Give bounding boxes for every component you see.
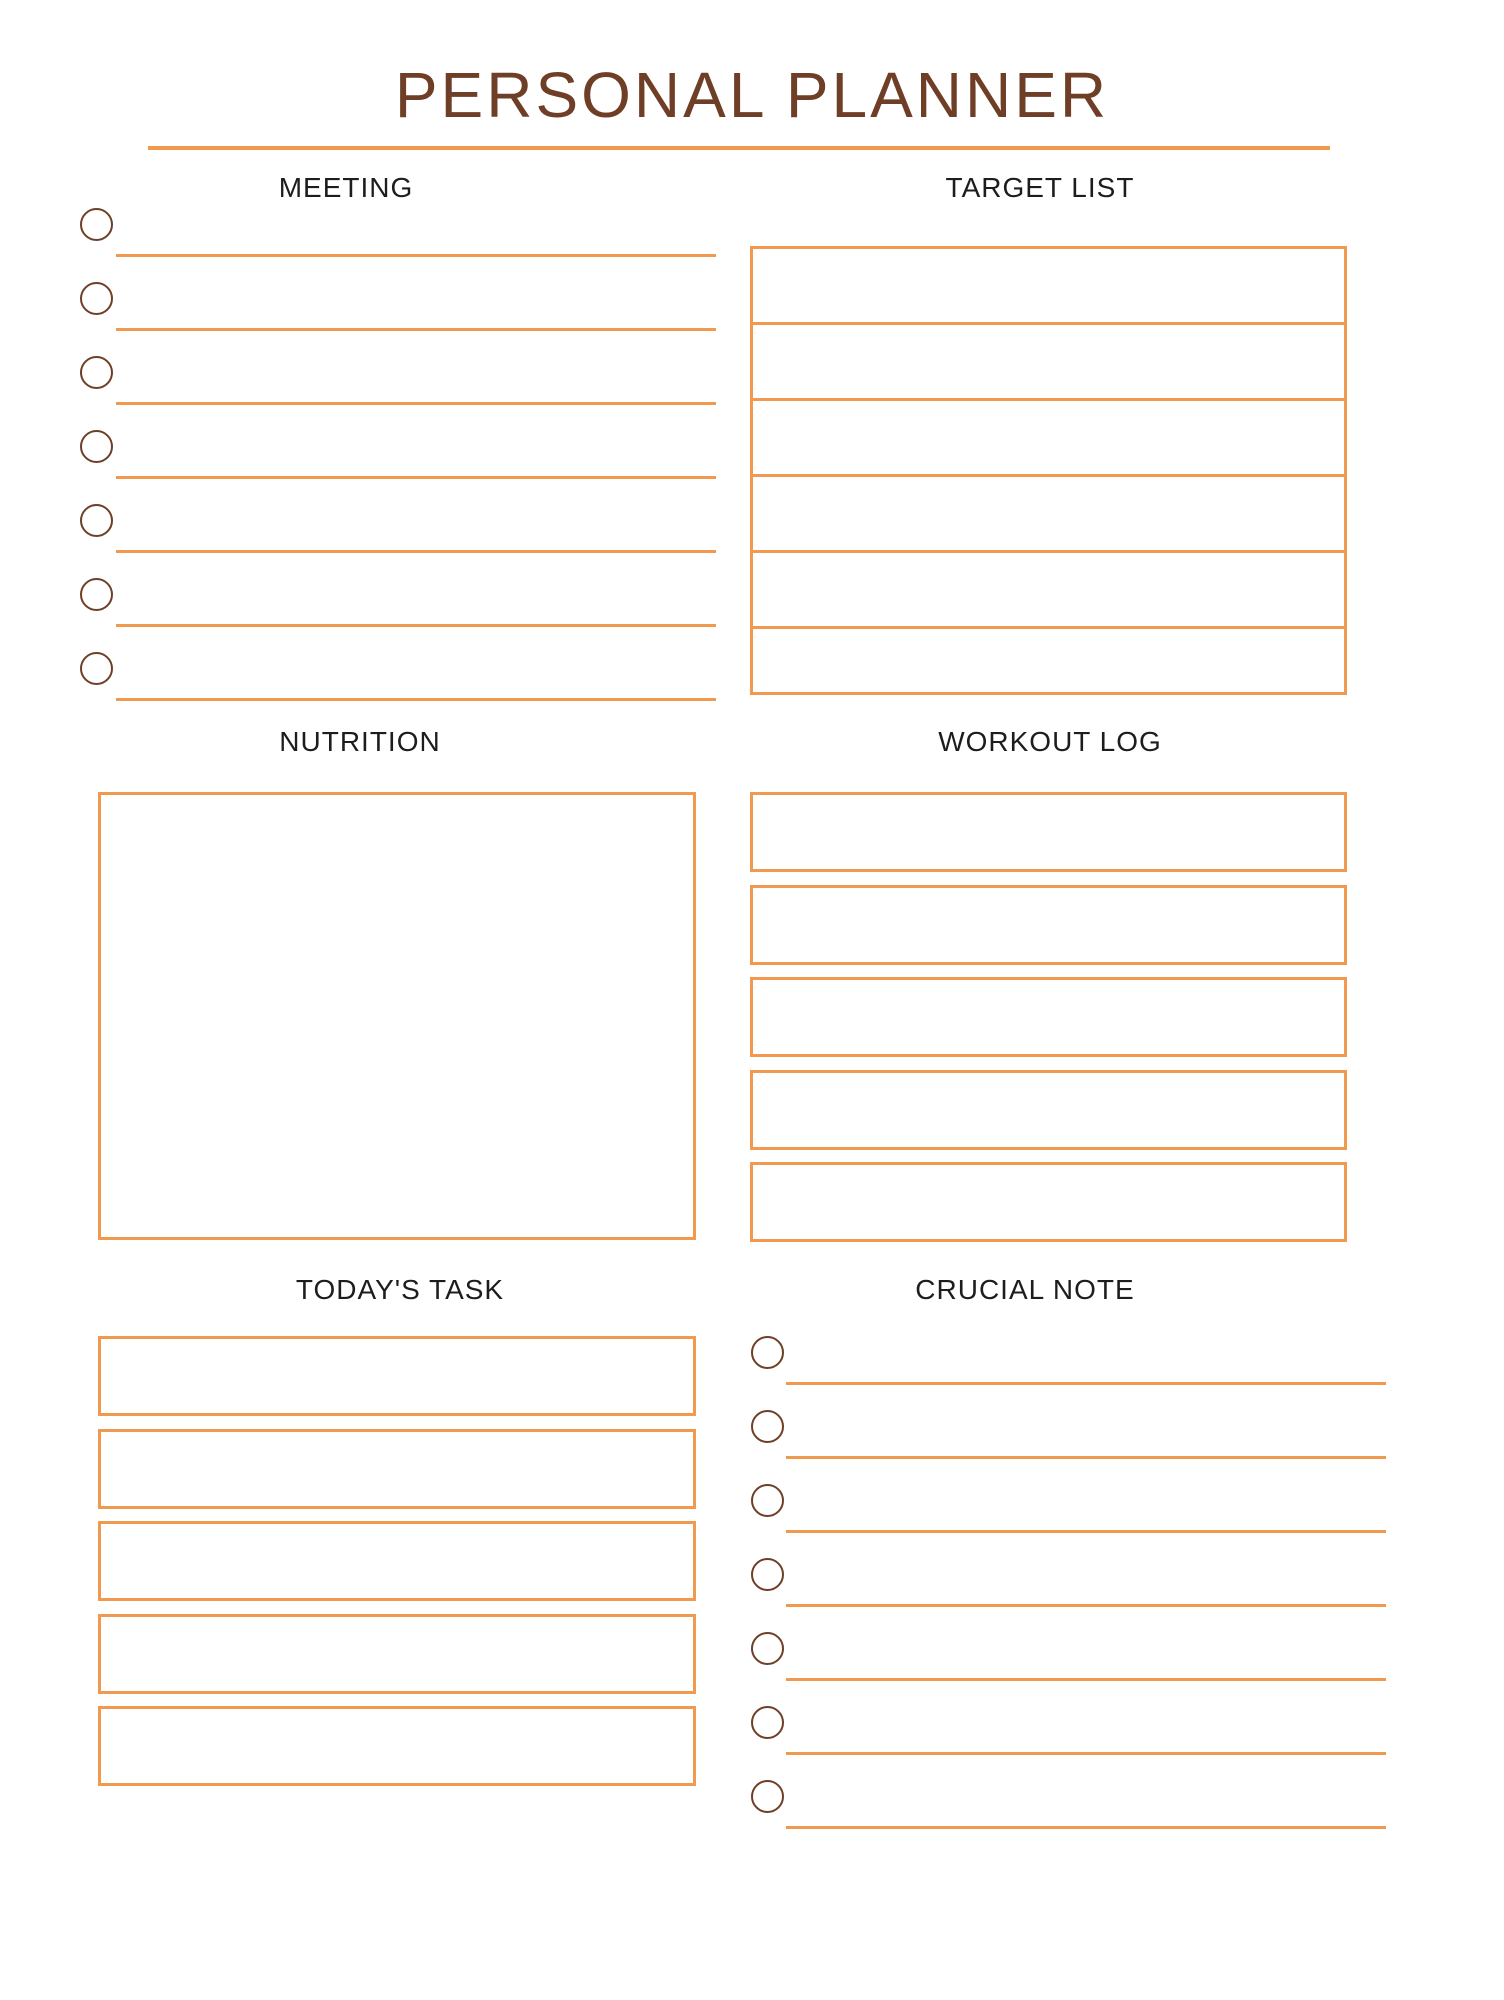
crucial-note-entry-line[interactable] [786,1604,1386,1607]
crucial-note-heading: CRUCIAL NOTE [915,1274,1135,1305]
crucial-note-entry-line[interactable] [786,1456,1386,1459]
meeting-entry-line[interactable] [116,476,716,479]
meeting-checkbox[interactable] [80,578,113,611]
crucial-note-checkbox[interactable] [751,1780,784,1813]
title-divider [148,146,1330,150]
workout-log-heading: WORKOUT LOG [938,726,1162,757]
todays-task-entry[interactable] [98,1336,696,1416]
meeting-checkbox[interactable] [80,504,113,537]
crucial-note-entry-line[interactable] [786,1530,1386,1533]
crucial-note-checkbox[interactable] [751,1558,784,1591]
crucial-note-entry-line[interactable] [786,1382,1386,1385]
target-list-heading: TARGET LIST [945,172,1135,203]
crucial-note-checkbox[interactable] [751,1410,784,1443]
page-title: PERSONAL PLANNER [394,59,1110,131]
crucial-note-entry-line[interactable] [786,1678,1386,1681]
meeting-entry-line[interactable] [116,550,716,553]
meeting-checkbox[interactable] [80,208,113,241]
meeting-entry-line[interactable] [116,698,716,701]
crucial-note-checkbox[interactable] [751,1336,784,1369]
crucial-note-entry-line[interactable] [786,1826,1386,1829]
nutrition-heading: NUTRITION [279,726,441,757]
target-list-row-line[interactable] [750,550,1347,553]
nutrition-box[interactable] [98,792,696,1240]
workout-log-entry[interactable] [750,977,1347,1057]
meeting-checkbox[interactable] [80,430,113,463]
workout-log-entry[interactable] [750,1162,1347,1242]
meeting-checkbox[interactable] [80,652,113,685]
meeting-checkbox[interactable] [80,356,113,389]
todays-task-entry[interactable] [98,1706,696,1786]
meeting-entry-line[interactable] [116,254,716,257]
todays-task-heading: TODAY'S TASK [295,1274,505,1305]
todays-task-entry[interactable] [98,1521,696,1601]
target-list-row-line[interactable] [750,474,1347,477]
crucial-note-checkbox[interactable] [751,1706,784,1739]
crucial-note-checkbox[interactable] [751,1632,784,1665]
workout-log-entry[interactable] [750,792,1347,872]
target-list-row-line[interactable] [750,322,1347,325]
workout-log-entry[interactable] [750,885,1347,965]
meeting-entry-line[interactable] [116,328,716,331]
target-list-row-line[interactable] [750,398,1347,401]
meeting-heading: MEETING [278,172,414,203]
crucial-note-checkbox[interactable] [751,1484,784,1517]
meeting-entry-line[interactable] [116,402,716,405]
todays-task-entry[interactable] [98,1429,696,1509]
workout-log-entry[interactable] [750,1070,1347,1150]
target-list-row-line[interactable] [750,626,1347,629]
meeting-entry-line[interactable] [116,624,716,627]
crucial-note-entry-line[interactable] [786,1752,1386,1755]
meeting-checkbox[interactable] [80,282,113,315]
todays-task-entry[interactable] [98,1614,696,1694]
